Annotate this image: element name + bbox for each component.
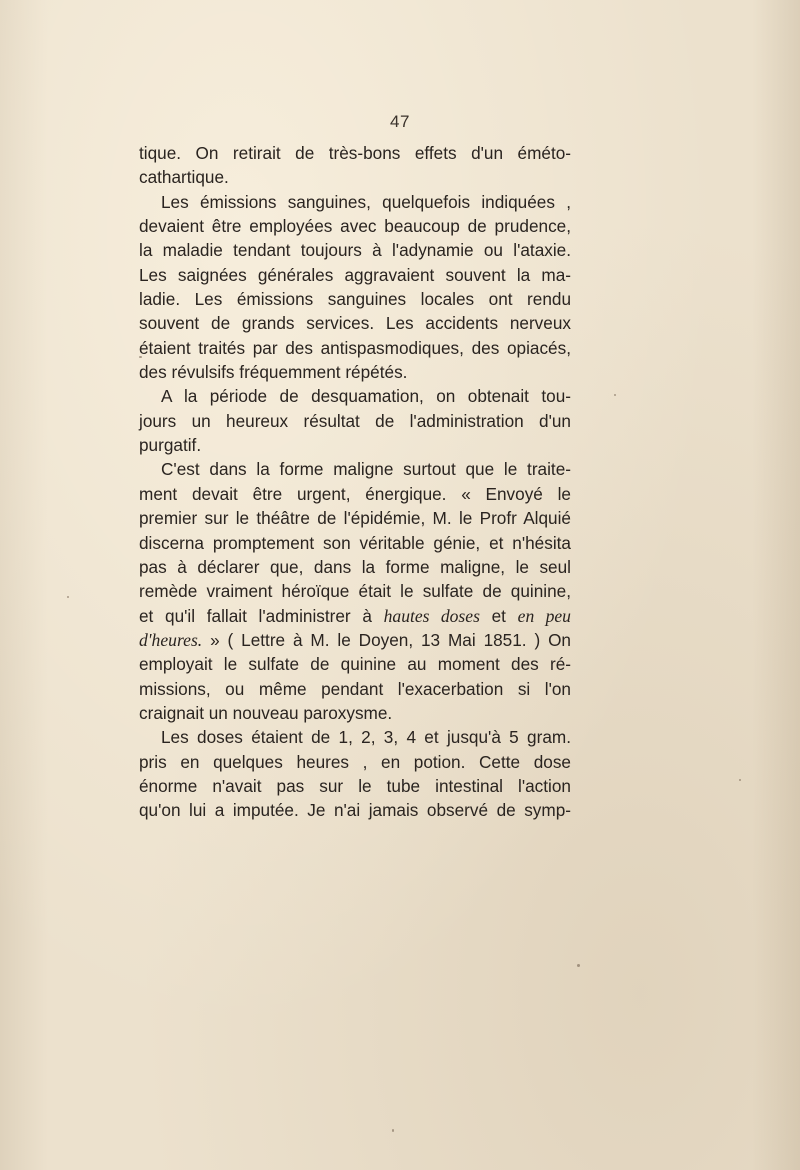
paper-speck (739, 779, 741, 781)
italic-phrase: d'heures. (139, 629, 203, 650)
text-line: tique. On retirait de très-bons effets d'un éméto- (139, 143, 571, 163)
text-line: missions, ou même pendant l'exacerbation si l'on (139, 678, 571, 699)
paper-speck (614, 394, 616, 396)
text-line: Les émissions sanguines, quelquefois indiquées , (161, 191, 571, 212)
text-line: pas à déclarer que, dans la forme maligne, le seul (139, 556, 571, 577)
paper-speck (67, 596, 69, 598)
italic-phrase: hautes doses (383, 605, 480, 626)
text-line: Les doses étaient de 1, 2, 3, 4 et jusqu'à 5 gram. (161, 727, 571, 748)
text-line: A la période de desquamation, on obtenait tou- (161, 386, 571, 407)
paper-speck (577, 964, 580, 967)
text-line: C'est dans la forme maligne surtout que le traite- (161, 459, 571, 480)
text-line: énorme n'avait pas sur le tube intestinal l'action (139, 775, 571, 796)
text-line: ment devait être urgent, énergique. « Envoyé le (139, 483, 571, 504)
text-line: pris en quelques heures , en potion. Cette dose (139, 751, 571, 772)
text-line-with-italics (139, 604, 571, 628)
text-line: souvent de grands services. Les accidents nerveux (139, 313, 571, 334)
text-line: ladie. Les émissions sanguines locales ont rendu (139, 289, 571, 310)
paper-speck (392, 1129, 394, 1132)
text-line: qu'on lui a imputée. Je n'ai jamais observé de symp- (139, 800, 571, 821)
text-line: cathartique. (139, 167, 229, 188)
text-line: la maladie tendant toujours à l'adynamie ou l'ataxie. (139, 240, 571, 261)
italic-phrase: en peu (517, 605, 571, 626)
text-line: discerna promptement son véritable génie, et n'hésita (139, 532, 571, 553)
text-segment: » ( Lettre à M. le Doyen, 13 Mai 1851. ) On (210, 629, 571, 650)
text-segment: et qu'il fallait l'administrer à (139, 605, 372, 626)
text-line: étaient traités par des antispasmodiques, des opiacés, (139, 337, 571, 358)
page-number: 47 (390, 112, 410, 131)
text-segment: et (491, 605, 506, 626)
text-line: des révulsifs fréquemment répétés. (139, 362, 408, 383)
text-line-with-italics (139, 628, 571, 652)
text-line: employait le sulfate de quinine au moment des ré- (139, 654, 571, 675)
text-line: remède vraiment héroïque était le sulfate de quinine, (139, 581, 571, 602)
text-line: jours un heureux résultat de l'administration d'un (139, 410, 571, 431)
body-text (139, 141, 571, 823)
text-line: purgatif. (139, 435, 202, 456)
text-line: premier sur le théâtre de l'épidémie, M. le Profr Alquié (139, 508, 571, 529)
text-line: Les saignées générales aggravaient souvent la ma- (139, 264, 571, 285)
text-line: craignait un nouveau paroxysme. (139, 702, 393, 723)
text-line: devaient être employées avec beaucoup de prudence, (139, 216, 571, 237)
